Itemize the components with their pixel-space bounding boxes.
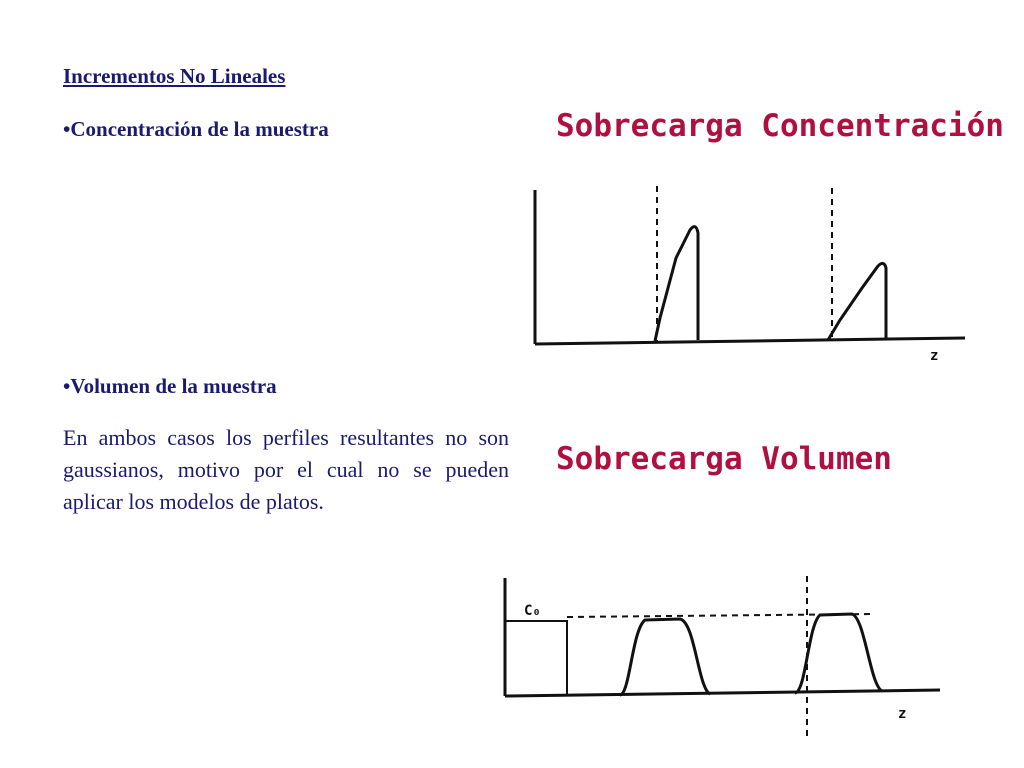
bullet-concentration: •Concentración de la muestra (63, 117, 329, 141)
peak-2 (828, 263, 886, 340)
volume-overload-figure (480, 570, 950, 750)
concentration-overload-figure (510, 178, 970, 363)
x-axis (505, 690, 940, 696)
c0-label: C₀ (524, 603, 541, 619)
section-heading: Incrementos No Lineales (63, 64, 286, 88)
explanation-paragraph: En ambos casos los perfiles resultantes no son gaussianos, motivo por el cual no se pueden aplicar los modelos de platos. (63, 425, 509, 514)
title-sobrecarga-volumen: Sobrecarga Volumen (556, 441, 892, 477)
title-sobrecarga-concentracion: Sobrecarga Concentración (556, 108, 1004, 144)
x-axis (535, 338, 965, 344)
initial-step (505, 621, 567, 695)
plateau-peak-1 (620, 619, 710, 695)
bullet-volume: •Volumen de la muestra (63, 374, 277, 398)
x-axis-label: z (930, 348, 939, 363)
x-axis-label: z (898, 706, 907, 722)
peak-1 (655, 227, 698, 341)
plateau-peak-2 (795, 614, 882, 693)
